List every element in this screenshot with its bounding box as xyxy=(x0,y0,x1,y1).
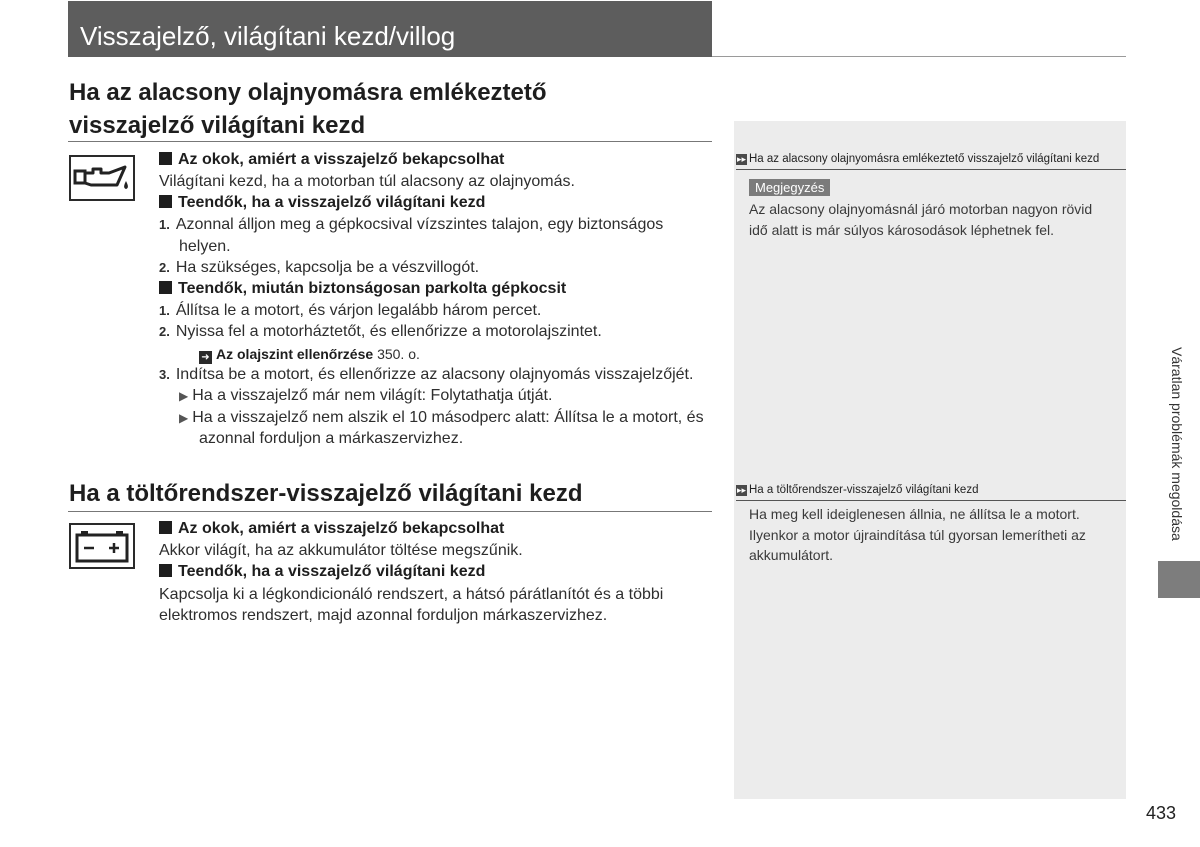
battery-charge-icon xyxy=(69,523,135,569)
causes-text: Akkor világít, ha az akkumulátor töltése megszűnik. xyxy=(159,542,523,559)
oil-pressure-icon xyxy=(69,155,135,201)
triangle-bullet-icon: ▶ xyxy=(179,411,189,425)
result-bullet-continued: azonnal forduljon a márkaszervizhez. xyxy=(199,430,464,447)
side-note-heading-oil: ▸▸ Ha az alacsony olajnyomásra emlékeztető visszajelző világítani kezd xyxy=(736,153,1100,165)
section-title-oil-pressure: Ha az alacsony olajnyomásra emlékeztető visszajelző világítani kezd xyxy=(69,79,547,139)
chapter-title: Visszajelző, világítani kezd/villog xyxy=(80,21,456,51)
side-note-heading-charge: ▸▸ Ha a töltőrendszer-visszajelző világítani kezd xyxy=(736,484,979,496)
cross-reference-link[interactable]: ➜ Az olajszint ellenőrzése 350. o. xyxy=(199,344,420,366)
side-note-text-oil: Az alacsony olajnyomásnál járó motorban nagyon rövid idő alatt is már súlyos károsodások léphetnek fel. xyxy=(749,201,1093,238)
todo-step-continued: helyen. xyxy=(179,238,231,255)
after-step: 1. Állítsa le a motort, és várjon legalább három percet. xyxy=(159,302,542,319)
title-rule xyxy=(712,56,1126,57)
triangle-bullet-icon: ▶ xyxy=(179,389,189,403)
page-number: 433 xyxy=(1146,803,1177,823)
after-heading: Teendők, miután biztonságosan parkolta gépkocsit xyxy=(159,278,566,300)
section-tab-label: Váratlan problémák megoldása xyxy=(1169,347,1185,541)
causes-heading: Az okok, amiért a visszajelző bekapcsolhat xyxy=(159,149,504,171)
reference-arrow-icon: ➜ xyxy=(199,351,212,364)
square-bullet-icon xyxy=(159,152,172,165)
todo-step: 1. Azonnal álljon meg a gépkocsival vízszintes talajon, egy biztonságos xyxy=(159,216,664,233)
note-badge: Megjegyzés xyxy=(749,179,830,196)
result-bullet: ▶ Ha a visszajelző már nem világít: Folytathatja útját. xyxy=(179,387,553,404)
square-bullet-icon xyxy=(159,521,172,534)
section-rule xyxy=(68,141,712,142)
section-rule xyxy=(68,511,712,512)
after-step: 2. Nyissa fel a motorháztetőt, és ellenőrizze a motorolajszintet. xyxy=(159,323,602,340)
chapter-title-bar xyxy=(68,1,712,57)
arrow-box-icon: ▸▸ xyxy=(736,484,747,495)
side-note-rule xyxy=(736,169,1126,170)
section-tab-marker xyxy=(1158,561,1200,598)
side-note-rule xyxy=(736,500,1126,501)
square-bullet-icon xyxy=(159,195,172,208)
arrow-box-icon: ▸▸ xyxy=(736,153,747,164)
square-bullet-icon xyxy=(159,564,172,577)
section-title-charging: Ha a töltőrendszer-visszajelző világítani kezd xyxy=(69,480,583,507)
square-bullet-icon xyxy=(159,281,172,294)
todo-heading: Teendők, ha a visszajelző világítani kezd xyxy=(159,561,485,583)
after-step: 3. Indítsa be a motort, és ellenőrizze az alacsony olajnyomás visszajelzőjét. xyxy=(159,366,694,383)
causes-heading: Az okok, amiért a visszajelző bekapcsolhat xyxy=(159,518,504,540)
todo-step: 2. Ha szükséges, kapcsolja be a vészvillogót. xyxy=(159,259,480,276)
causes-text: Világítani kezd, ha a motorban túl alacsony az olajnyomás. xyxy=(159,173,575,190)
todo-heading: Teendők, ha a visszajelző világítani kezd xyxy=(159,192,485,214)
todo-text-continued: elektromos rendszert, majd azonnal forduljon márkaszervizhez. xyxy=(159,607,608,624)
todo-text: Kapcsolja ki a légkondicionáló rendszert, a hátsó párátlanítót és a többi xyxy=(159,586,664,603)
side-note-text-charge: Ha meg kell ideiglenesen állnia, ne állítsa le a motort. Ilyenkor a motor újraindítása túl gyorsan lemerítheti az akkumulátort. xyxy=(749,506,1086,563)
result-bullet: ▶ Ha a visszajelző nem alszik el 10 másodperc alatt: Állítsa le a motort, és xyxy=(179,409,704,426)
